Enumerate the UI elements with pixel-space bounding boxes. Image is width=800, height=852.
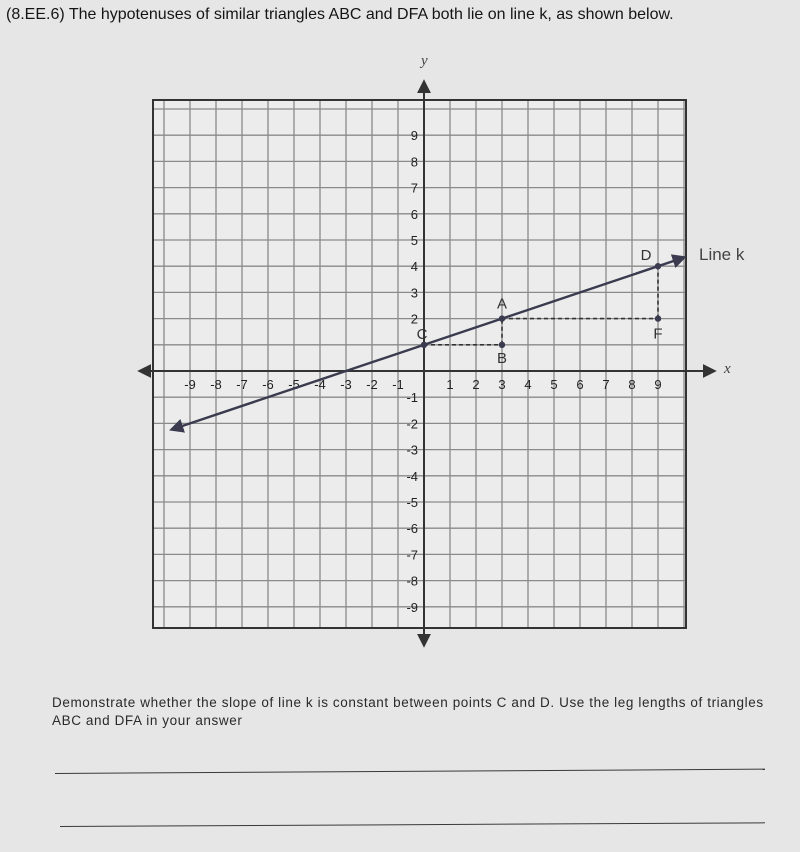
problem-title: (8.EE.6) The hypotenuses of similar triangles ABC and DFA both lie on line k, as shown below. bbox=[6, 6, 674, 23]
x-tick-label: -6 bbox=[262, 377, 274, 392]
x-tick-label: 3 bbox=[498, 377, 506, 392]
y-tick-label: -5 bbox=[406, 495, 418, 510]
answer-line[interactable] bbox=[60, 822, 765, 827]
y-tick-label: -8 bbox=[406, 573, 418, 589]
x-tick-label: -7 bbox=[236, 377, 248, 392]
y-tick-label: -4 bbox=[406, 468, 418, 484]
point-label-c: C bbox=[416, 325, 428, 343]
y-tick-label: 8 bbox=[410, 154, 418, 170]
point-label-f: F bbox=[653, 325, 663, 343]
point-d bbox=[655, 263, 661, 269]
y-tick-label: -3 bbox=[406, 442, 418, 458]
y-tick-label: -7 bbox=[406, 547, 418, 563]
x-tick-label: 1 bbox=[446, 377, 454, 392]
y-tick-label: 6 bbox=[410, 206, 418, 222]
x-tick-label: 7 bbox=[602, 377, 610, 392]
y-tick-label: 9 bbox=[410, 128, 418, 144]
x-tick-label: -5 bbox=[288, 377, 300, 392]
x-tick-label: -4 bbox=[314, 377, 326, 392]
y-axis-letter: y bbox=[421, 53, 428, 69]
x-tick-label: -3 bbox=[340, 377, 352, 392]
x-tick-label: 9 bbox=[654, 377, 662, 392]
x-tick-label: 8 bbox=[628, 377, 636, 392]
x-tick-label: -2 bbox=[366, 377, 378, 392]
point-b bbox=[499, 342, 505, 348]
y-tick-label: 5 bbox=[410, 233, 418, 248]
question-prompt: Demonstrate whether the slope of line k is constant between points C and D. Use the leg lengths of triangles ABC and DFA in your answer bbox=[52, 695, 764, 728]
point-a bbox=[499, 315, 505, 321]
point-label-d: D bbox=[640, 247, 652, 265]
y-tick-label: -6 bbox=[406, 521, 418, 537]
y-tick-label: 4 bbox=[410, 259, 418, 275]
y-tick-label: -9 bbox=[406, 599, 418, 615]
point-f bbox=[655, 315, 661, 321]
point-label-a: A bbox=[496, 295, 508, 313]
x-tick-label: -8 bbox=[210, 377, 222, 392]
x-tick-label: 2 bbox=[472, 377, 480, 392]
x-tick-label: -1 bbox=[392, 377, 404, 392]
y-tick-label: 2 bbox=[410, 311, 418, 327]
answer-line[interactable] bbox=[55, 769, 765, 774]
y-tick-label: 3 bbox=[410, 285, 418, 301]
x-tick-label: 6 bbox=[576, 377, 584, 392]
line-k-label: Line k bbox=[699, 245, 745, 264]
y-tick-label: -1 bbox=[406, 390, 418, 406]
y-tick-label: -2 bbox=[406, 416, 418, 432]
y-tick-label: 7 bbox=[410, 180, 418, 196]
x-tick-label: -9 bbox=[184, 377, 196, 392]
x-tick-label: 5 bbox=[550, 377, 558, 392]
x-axis-letter: x bbox=[724, 361, 731, 377]
x-tick-label: 4 bbox=[524, 377, 532, 392]
point-label-b: B bbox=[496, 349, 508, 367]
